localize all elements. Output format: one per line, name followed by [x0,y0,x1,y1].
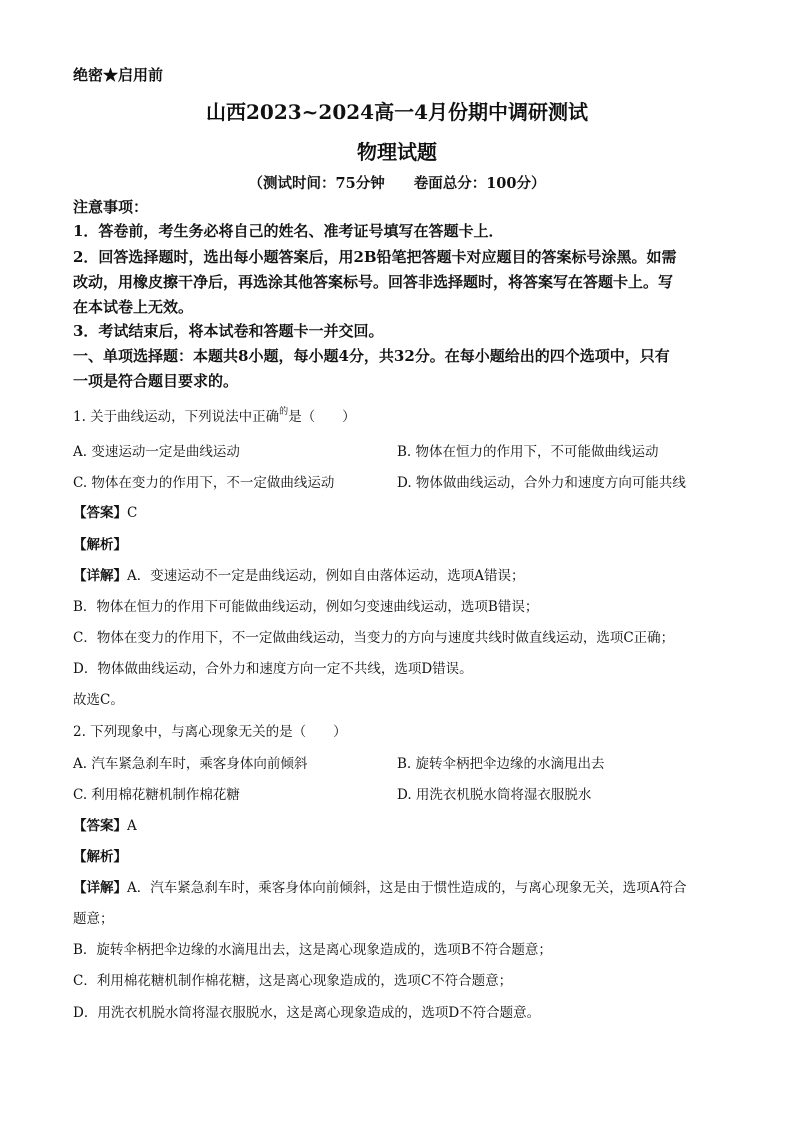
q2-detail-c: C．利用棉花糖机制作棉花糖，这是离心现象造成的，选项C不符合题意； [73,973,513,989]
q2-option-c: C. 利用棉花糖机制作棉花糖 [73,787,240,803]
q1-stem-superscript: 的 [279,407,289,417]
q2-detail-a-cont: 题意； [73,911,114,927]
notice-item-2: 2．回答选择题时，选出每小题答案后，用2B铅笔把答题卡对应题目的答案标号涂黑。如需 [73,248,677,266]
q1-option-c: C. 物体在变力的作用下，不一定做曲线运动 [73,475,335,491]
q1-option-d: D. 物体做曲线运动，合外力和速度方向可能共线 [397,475,686,491]
q2-detail-d: D．用洗衣机脱水筒将湿衣服脱水，这是离心现象造成的，选项D不符合题意。 [73,1005,541,1021]
q2-analysis-label: 【解析】 [73,849,127,865]
q2-stem: 2. 下列现象中，与离心现象无关的是（ ） [73,724,347,740]
q1-detail-d: D．物体做曲线运动，合外力和速度方向一定不共线，选项D错误。 [73,661,473,677]
q1-option-b: B. 物体在恒力的作用下，不可能做曲线运动 [397,444,659,460]
q2-option-d: D. 用洗衣机脱水筒将湿衣服脱水 [397,787,592,803]
q1-detail-b: B．物体在恒力的作用下可能做曲线运动，例如匀变速曲线运动，选项B错误； [73,599,539,615]
notice-item-2-end: 在本试卷上无效。 [73,298,194,316]
confidential-mark: 绝密★启用前 [73,66,164,84]
q2-answer: 【答案】A [73,818,137,834]
q2-option-b: B. 旋转伞柄把伞边缘的水滴甩出去 [397,756,605,772]
q1-option-a: A. 变速运动一定是曲线运动 [73,444,240,460]
notice-item-1: 1．答卷前，考生务必将自己的姓名、准考证号填写在答题卡上． [73,222,504,240]
notice-item-2-cont: 改动，用橡皮擦干净后，再选涂其他答案标号。回答非选择题时，将答案写在答题卡上。写 [73,273,674,291]
section-heading-cont: 一项是符合题目要求的。 [73,372,239,390]
q2-detail-a: 【详解】A．汽车紧急刹车时，乘客身体向前倾斜，这是由于惯性造成的，与离心现象无关，选项A符合 [73,880,687,896]
subject-title: 物理试题 [357,140,437,164]
section-heading: 一、单项选择题：本题共8小题，每小题4分，共32分。在每小题给出的四个选项中，只有 [73,347,670,365]
q1-detail-c: C．物体在变力的作用下，不一定做曲线运动，当变力的方向与速度共线时做直线运动，选项C正确； [73,630,675,646]
q1-analysis-label: 【解析】 [73,537,127,553]
q1-conclusion: 故选C。 [73,692,124,708]
notice-heading: 注意事项： [73,198,149,216]
exam-info: （测试时间：75分钟 卷面总分：100分） [248,175,546,192]
q1-stem: 1. 关于曲线运动，下列说法中正确$^的$是（ ） [73,407,356,425]
q2-detail-b: B．旋转伞柄把伞边缘的水滴甩出去，这是离心现象造成的，选项B不符合题意； [73,942,552,958]
exam-title: 山西2023~2024高一4月份期中调研测试 [205,100,588,124]
q1-detail-a: 【详解】A．变速运动不一定是曲线运动，例如自由落体运动，选项A错误； [73,568,525,584]
q1-answer: 【答案】C [73,505,138,521]
q2-option-a: A. 汽车紧急刹车时，乘客身体向前倾斜 [73,756,308,772]
notice-item-3: 3．考试结束后，将本试卷和答题卡一并交回。 [73,322,384,340]
